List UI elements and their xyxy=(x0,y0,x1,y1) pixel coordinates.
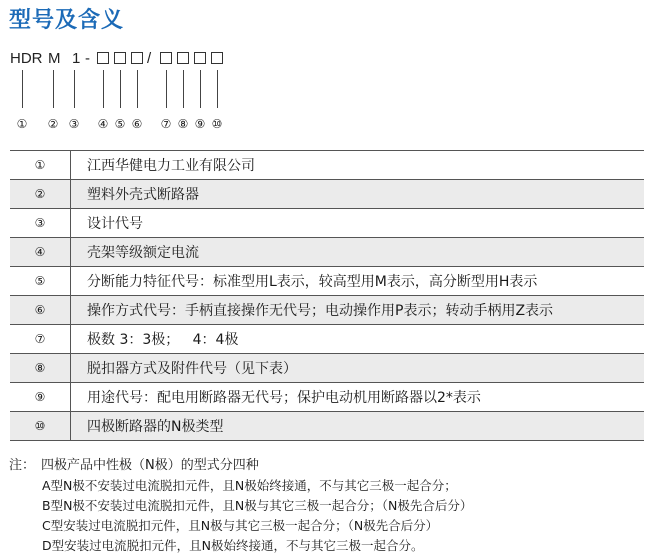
marker-5: ⑤ xyxy=(114,117,126,131)
legend-table xyxy=(10,150,644,441)
row-description: 脱扣器方式及附件代号（见下表） xyxy=(71,354,645,383)
leader-line-2 xyxy=(53,70,54,108)
row-number: ⑤ xyxy=(10,267,71,296)
code-one: 1 xyxy=(72,50,81,67)
note-item-c: C型安装过电流脱扣元件，且N极与其它三极一起合分；（N极先合后分） xyxy=(42,518,439,533)
row-description: 四极断路器的N极类型 xyxy=(71,412,645,441)
notes-intro: 四极产品中性极（N极）的型式分四种 xyxy=(41,458,259,473)
table-row xyxy=(10,209,644,238)
table-row xyxy=(10,296,644,325)
code-box-7 xyxy=(160,52,172,64)
table-row xyxy=(10,325,644,354)
notes-label: 注： xyxy=(9,458,36,473)
row-description: 极数 3：3极； 4：4极 xyxy=(87,332,239,348)
code-box-8 xyxy=(177,52,189,64)
leader-line-8 xyxy=(183,70,184,108)
row-number: ⑩ xyxy=(10,412,71,441)
marker-9: ⑨ xyxy=(194,117,206,131)
row-number: ④ xyxy=(10,238,71,267)
row-number: ② xyxy=(10,180,71,209)
note-item-b: B型N极不安装过电流脱扣元件，且N极与其它三极一起合分；（N极先合后分） xyxy=(42,498,473,513)
leader-line-9 xyxy=(200,70,201,108)
row-number: ① xyxy=(10,151,71,180)
table-row xyxy=(10,238,644,267)
code-hdr: HDR xyxy=(10,50,43,67)
table-row xyxy=(10,354,644,383)
code-slash: / xyxy=(147,50,152,67)
leader-line-3 xyxy=(74,70,75,108)
table-row xyxy=(10,180,644,209)
notes-intro-line xyxy=(9,456,472,476)
row-description: 壳架等级额定电流 xyxy=(71,238,645,267)
marker-6: ⑥ xyxy=(131,117,143,131)
row-number: ③ xyxy=(10,209,71,238)
marker-8: ⑧ xyxy=(177,117,189,131)
marker-2: ② xyxy=(47,117,59,131)
row-number: ⑦ xyxy=(10,325,71,354)
code-m: M xyxy=(48,50,61,67)
page-title: 型号及含义 xyxy=(9,8,125,33)
table-row xyxy=(10,267,644,296)
marker-4: ④ xyxy=(97,117,109,131)
leader-line-10 xyxy=(217,70,218,108)
leader-line-4 xyxy=(103,70,104,108)
row-number: ⑧ xyxy=(10,354,71,383)
leader-line-6 xyxy=(137,70,138,108)
code-box-9 xyxy=(194,52,206,64)
leader-line-7 xyxy=(166,70,167,108)
leader-line-5 xyxy=(120,70,121,108)
code-dash: - xyxy=(85,50,90,67)
table-row xyxy=(10,383,644,412)
row-number: ⑨ xyxy=(10,383,71,412)
leader-line-1 xyxy=(22,70,23,108)
row-description: 分断能力特征代号：标准型用L表示，较高型用M表示，高分断型用H表示 xyxy=(87,274,538,290)
code-box-6 xyxy=(131,52,143,64)
table-row xyxy=(10,412,644,441)
note-item-d: D型安装过电流脱扣元件，且N极始终接通，不与其它三极一起合分。 xyxy=(42,538,424,553)
row-description: 用途代号：配电用断路器无代号；保护电动机用断路器以2*表示 xyxy=(87,390,481,406)
table-row xyxy=(10,151,644,180)
marker-3: ③ xyxy=(68,117,80,131)
row-description: 塑料外壳式断路器 xyxy=(71,180,645,209)
marker-1: ① xyxy=(16,117,28,131)
marker-10: ⑩ xyxy=(211,117,223,131)
row-description: 设计代号 xyxy=(87,216,143,232)
notes-section xyxy=(9,456,472,556)
row-description: 江西华健电力工业有限公司 xyxy=(87,158,255,174)
code-box-5 xyxy=(114,52,126,64)
code-box-4 xyxy=(97,52,109,64)
row-description: 操作方式代号：手柄直接操作无代号；电动操作用P表示；转动手柄用Z表示 xyxy=(71,296,645,325)
note-item-a: A型N极不安装过电流脱扣元件，且N极始终接通，不与其它三极一起合分； xyxy=(42,478,457,493)
row-number: ⑥ xyxy=(10,296,71,325)
marker-7: ⑦ xyxy=(160,117,172,131)
code-box-10 xyxy=(211,52,223,64)
